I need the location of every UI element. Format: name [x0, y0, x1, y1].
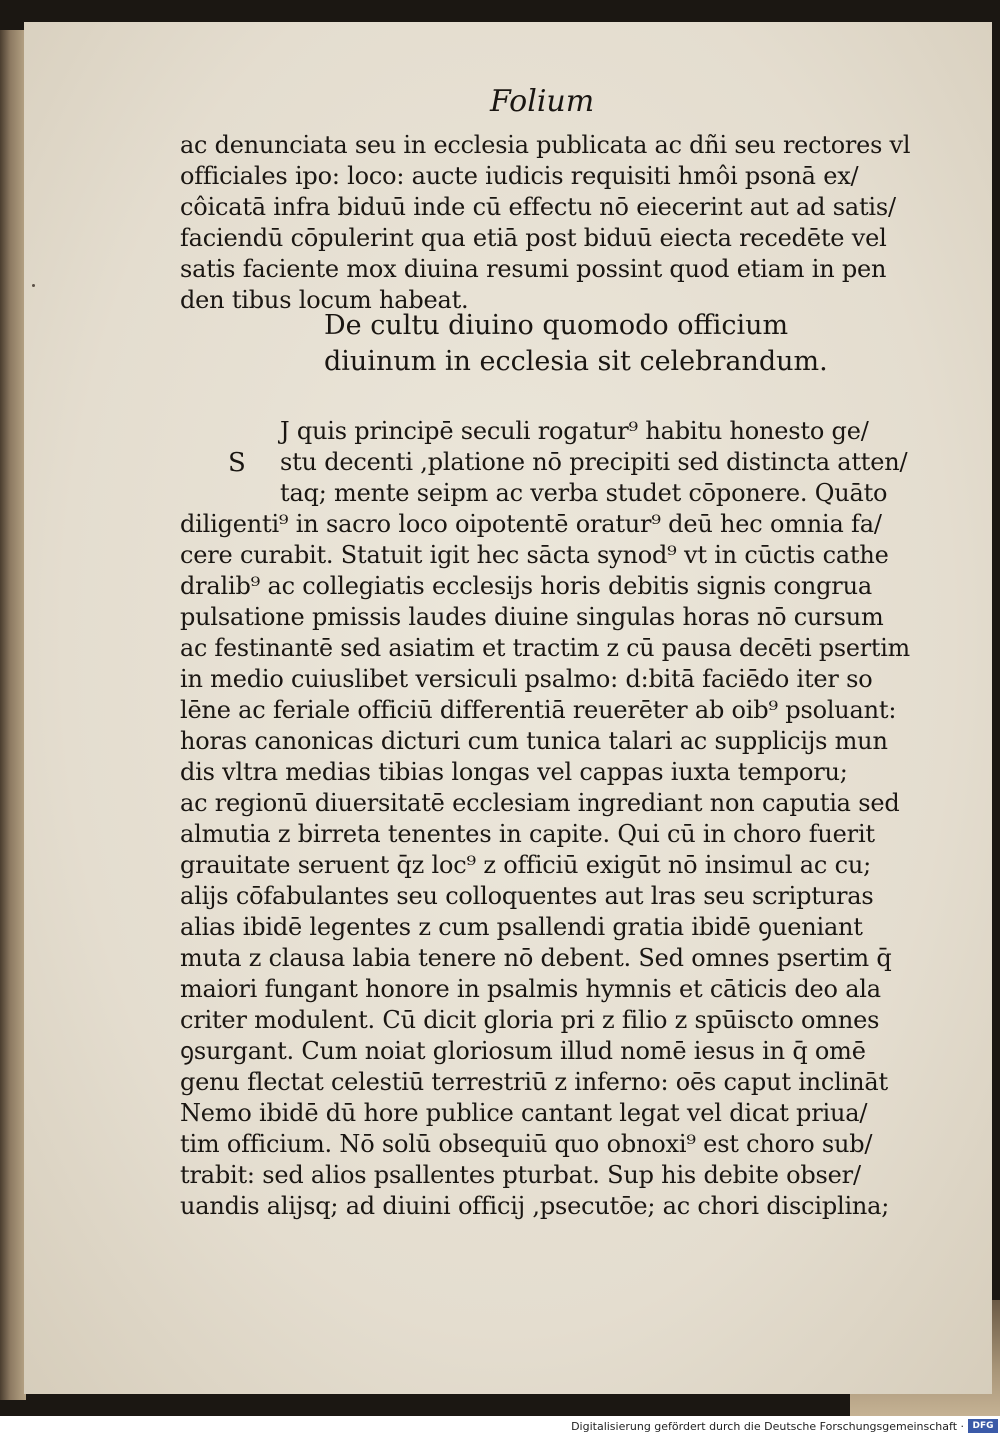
text-line: ac denunciata seu in ecclesia publicata ac dñi seu rectores vl — [180, 131, 911, 159]
page-mark — [32, 284, 35, 287]
text-line: ꝯsurgant. Cum noiat gloriosum illud nomē iesus in q̄ omē — [180, 1037, 866, 1065]
digitization-credit: Digitalisierung gefördert durch die Deutsche Forschungsgemeinschaft · — [571, 1420, 964, 1433]
text-line: stu decenti ,platione nō precipiti sed distincta atten/ — [280, 448, 908, 476]
text-line: dralib⁹ ac collegiatis ecclesijs horis debitis signis congrua — [180, 572, 872, 600]
text-line: genu flectat celestiū terrestriū z inferno: oēs caput inclināt — [180, 1068, 888, 1096]
text-line: in medio cuiuslibet versiculi psalmo: d:bitā faciēdo iter so — [180, 665, 873, 693]
dfg-logo: DFG — [968, 1419, 998, 1433]
text-line: ac regionū diuersitatē ecclesiam ingrediant non caputia sed — [180, 789, 900, 817]
text-line: côicatā infra biduū inde cū effectu nō eiecerint aut ad satis/ — [180, 193, 896, 221]
section-heading-line: De cultu diuino quomodo officium — [324, 310, 789, 341]
text-line: maiori fungant honore in psalmis hymnis et cāticis deo ala — [180, 975, 881, 1003]
guide-letter: S — [228, 448, 246, 478]
text-line: ac festinantē sed asiatim et tractim z cū pausa decēti psertim — [180, 634, 910, 662]
text-line: muta z clausa labia tenere nō debent. Sed omnes psertim q̄ — [180, 944, 892, 972]
text-line: diligenti⁹ in sacro loco oipotentē oratur⁹ deū hec omnia fa/ — [180, 510, 882, 538]
text-line: grauitate seruent q̄z loc⁹ z officiū exigūt nō insimul ac cu; — [180, 851, 871, 879]
text-line: dis vltra medias tibias longas vel cappas iuxta temporu; — [180, 758, 848, 786]
text-line: taq; mente seipm ac verba studet cōponere. Quāto — [280, 479, 888, 507]
text-line: alijs cōfabulantes seu colloquentes aut lras seu scripturas — [180, 882, 874, 910]
section-heading-line: diuinum in ecclesia sit celebrandum. — [324, 346, 828, 377]
book-spine-edge — [0, 30, 26, 1400]
text-line: cere curabit. Statuit igit hec sācta synod⁹ vt in cūctis cathe — [180, 541, 889, 569]
text-line: Nemo ibidē dū hore publice cantant legat vel dicat priua/ — [180, 1099, 868, 1127]
text-line: almutia z birreta tenentes in capite. Qui cū in choro fuerit — [180, 820, 875, 848]
text-line: alias ibidē legentes z cum psallendi gratia ibidē ꝯueniant — [180, 913, 863, 941]
text-line: criter modulent. Cū dicit gloria pri z filio z spūiscto omnes — [180, 1006, 880, 1034]
text-line: uandis alijsq; ad diuini officij ,psecutōe; ac chori disciplina; — [180, 1192, 890, 1220]
text-line: horas canonicas dicturi cum tunica talari ac supplicijs mun — [180, 727, 888, 755]
folio-header: Folium — [490, 84, 595, 119]
text-line: J quis principē seculi rogatur⁹ habitu honesto ge/ — [280, 417, 869, 445]
text-line: tim officium. Nō solū obsequiū quo obnoxi⁹ est choro sub/ — [180, 1130, 873, 1158]
text-line: lēne ac feriale officiū differentiā reuerēter ab oib⁹ psoluant: — [180, 696, 897, 724]
text-line: officiales ipo: loco: aucte iudicis requisiti hmôi psonā ex/ — [180, 162, 859, 190]
text-line: faciendū cōpulerint qua etiā post biduū eiecta recedēte vel — [180, 224, 887, 252]
text-line: pulsatione pmissis laudes diuine singulas horas nō cursum — [180, 603, 884, 631]
text-line: trabit: sed alios psallentes pturbat. Sup his debite obser/ — [180, 1161, 861, 1189]
text-line: satis faciente mox diuina resumi possint quod etiam in pen — [180, 255, 887, 283]
text-line: den tibus locum habeat. — [180, 286, 469, 314]
